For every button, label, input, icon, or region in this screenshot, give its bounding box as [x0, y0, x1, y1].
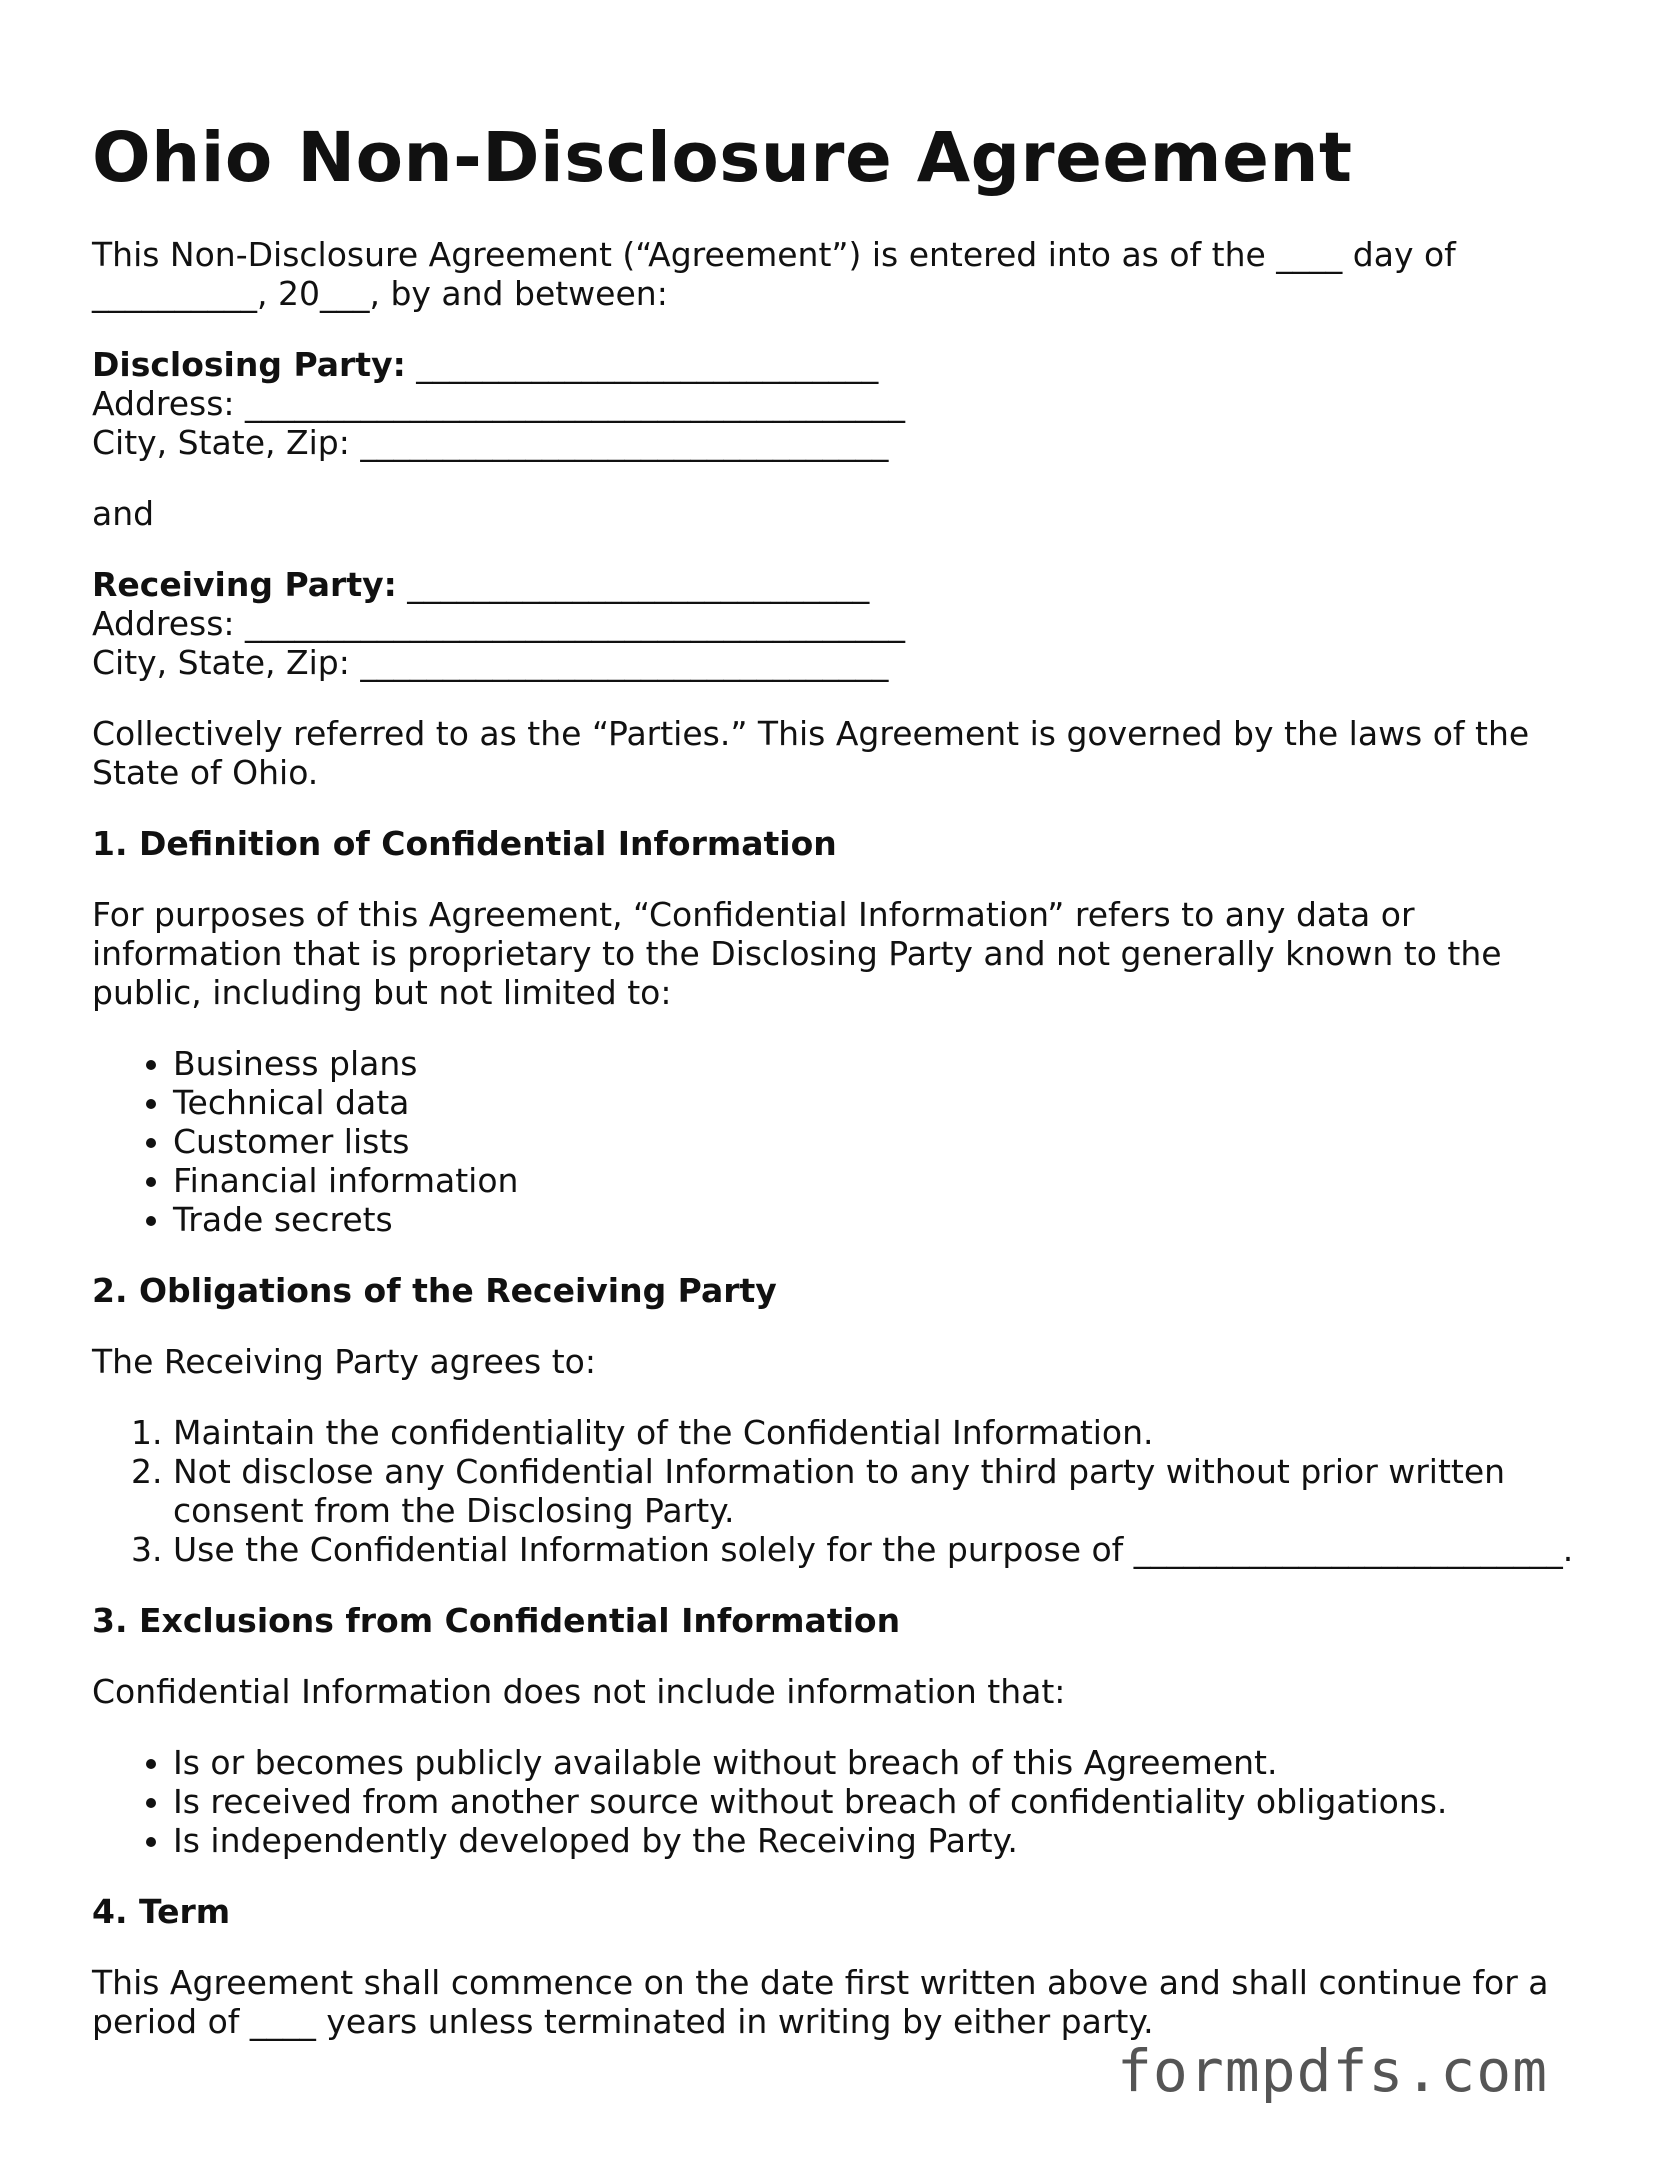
list-item: • Is independently developed by the Receiving Party.	[173, 1821, 1592, 1860]
disclosing-party-address-field: Address: ________________________________________	[92, 384, 906, 423]
list-item: 3. Use the Confidential Information solely for the purpose of __________________________.	[173, 1530, 1592, 1569]
list-item: • Is received from another source without breach of confidentiality obligations.	[173, 1782, 1592, 1821]
section-3-body-line-1: Confidential Information does not include information that:	[92, 1672, 1066, 1711]
section-4-body-line-1: This Agreement shall commence on the date first written above and shall continue for a	[92, 1963, 1549, 2002]
list-item: • Trade secrets	[173, 1200, 1592, 1239]
page-title: Ohio Non-Disclosure Agreement	[92, 118, 1353, 198]
disclosing-party-name-field: ____________________________	[405, 345, 879, 384]
intro-line-2: __________, 20___, by and between:	[92, 274, 668, 313]
and-text: and	[92, 494, 155, 533]
receiving-party-city-state-zip-field: City, State, Zip: ________________________________	[92, 643, 889, 682]
disclosing-party-city-state-zip-field: City, State, Zip: ________________________________	[92, 423, 889, 462]
receiving-party-name-field: ____________________________	[396, 565, 870, 604]
collectively-line-2: State of Ohio.	[92, 753, 319, 792]
section-1-body-line-1: For purposes of this Agreement, “Confidential Information” refers to any data or	[92, 895, 1415, 934]
section-1-heading: 1. Definition of Confidential Information	[92, 824, 837, 863]
section-2-heading: 2. Obligations of the Receiving Party	[92, 1271, 777, 1310]
disclosing-party-line	[92, 345, 1592, 384]
list-item: • Financial information	[173, 1161, 1592, 1200]
confidential-info-list	[92, 1044, 1592, 1239]
receiving-party-address-field: Address: ________________________________________	[92, 604, 906, 643]
intro-line-1: This Non-Disclosure Agreement (“Agreement”) is entered into as of the ____ day of	[92, 235, 1456, 274]
obligations-list	[92, 1413, 1592, 1569]
section-3-heading: 3. Exclusions from Confidential Information	[92, 1601, 901, 1640]
exclusions-list	[92, 1743, 1592, 1860]
list-item: • Customer lists	[173, 1122, 1592, 1161]
receiving-party-label: Receiving Party:	[92, 565, 397, 604]
document-body	[92, 235, 1592, 2041]
section-4-body-line-2: period of ____ years unless terminated in writing by either party.	[92, 2002, 1154, 2041]
disclosing-party-label: Disclosing Party:	[92, 345, 406, 384]
section-4-heading: 4. Term	[92, 1892, 231, 1931]
watermark: formpdfs.com	[1117, 2037, 1549, 2105]
list-item: • Is or becomes publicly available without breach of this Agreement.	[173, 1743, 1592, 1782]
collectively-line-1: Collectively referred to as the “Parties.” This Agreement is governed by the laws of the	[92, 714, 1530, 753]
list-item: 2. Not disclose any Confidential Information to any third party without prior written consent from the Disclosing Party.	[173, 1452, 1592, 1530]
list-item: 1. Maintain the confidentiality of the Confidential Information.	[173, 1413, 1592, 1452]
list-item: • Business plans	[173, 1044, 1592, 1083]
receiving-party-line	[92, 565, 1592, 604]
section-1-body-line-3: public, including but not limited to:	[92, 973, 672, 1012]
section-2-body-line-1: The Receiving Party agrees to:	[92, 1342, 596, 1381]
section-1-body-line-2: information that is proprietary to the Disclosing Party and not generally known to the	[92, 934, 1502, 973]
list-item: • Technical data	[173, 1083, 1592, 1122]
